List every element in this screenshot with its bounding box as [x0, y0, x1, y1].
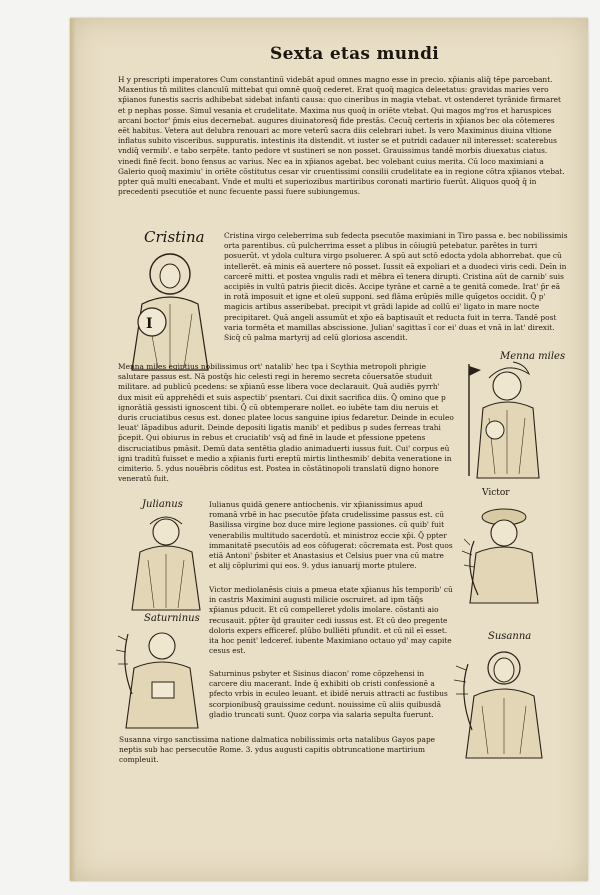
saturninus-portrait: [114, 624, 208, 732]
heading-victor-label: Victor: [482, 488, 510, 498]
victor-text: Victor mediolanēsis ciuis a pmeua etate xp̄ianus hīs temporib' cū in castris Maximini augusti milicie oscruiret. ad ipm tāq̄s xp̄ianus pducit. Et cū compelleret ydolis imolare. cōstanti aio recusauit. pp̄ter q̄d grauiter cedi iussus est. Et cū deo pregente doloris expers efficeref. plūbo bulliēti pfundit. et cū nil eī esset. ita hoc penit' ledceref. iubente Maximiano octauo yd' may capite cesus est.: [209, 585, 453, 656]
victor-portrait: [454, 505, 554, 605]
heading-saturninus: Saturninus: [144, 613, 200, 624]
heading-julianus: Julianus: [142, 499, 183, 510]
svg-text:I: I: [146, 316, 153, 332]
cristina-portrait: [112, 244, 222, 372]
heading-menna: Menna miles: [500, 351, 566, 362]
julianus-text: Iulianus quidā genere antiochenis. vir xp̄ianissimus apud romanā vrbē in hac psecutōe p̄fata crudelissime passus est. cū Basilissa virgine boz duce mire legione passiones. cū quib' fuit venerabilis multitudo sacerdotū. et ministroz eccie xp̄i. Q̄ ppter immanitatē psecutōis ad eos cōfugerat: cōcremata est. Post quos etiā Antoni' p̄sbiter et Anastasius et Celsius puer vna cū matre et alij cōplurimi qui eos. 9. ydus ianuarij morte ptulere.: [209, 500, 453, 571]
julianus-portrait: [120, 510, 210, 614]
saturninus-text: Saturninus psbyter et Sisinus diacon' rome cōpzehensi in carcere diu macerant. Inde q̄ exhibiti ob cristi confessionē a pfecto vrbis in eculeo leuant. et ibidē neruis attracti ac fustibus scorpionibusq̄ grauissime cedunt. nouissime cū aliis quibusdā gladio truncati sunt. Quoz corpa via salaria sepulta fuerunt.: [209, 669, 448, 719]
susanna-portrait: [448, 644, 552, 762]
intro-text: H y prescripti imperatores Cum constantinū videbāt apud omnes magno esse in precio. xp̄ianis aliq̄ tēpe parcebant. Maxentius tn̄ milites clanculū mittebat qui omnē quoq̄ cederet. Erat quoq̄ magica deleetatus: gravidas maries vero xp̄ianos funestis sacris adhibebat sidebat infanti causa: quo cineribus in magia vtebat. vt ostenderet tyrānide firmaret et p nephas posse. Simul vesania et crudelitate. Maxima nus quoq̄ in oriēte vtebat. Qui magos mg'ros et haruspices arcani boctor' p̄mis eius decernebat. augures diuinatoresq̄ fide prestās. Cecuq̄ certeris in xp̄ianos bec ola cōtemeres eēt habitus. Vetera aut delubra renouari ac more veterū sacra diis celebrari iubet. Is vero Maximinus diuina vltione inflatus subito visceribus. suppuratis. intestinis ita distendit. vt iuster se et putridi cadauer nil interesset: scaterebus vndiq̄ vermib'. e tabo serpēte. tanto pedore vt sustineri se non posset. Grauissimus tandē morbis diuexatus ciatus. vinedi finē fecit. bono fensus ac varius. Nec ea in xp̄ianos agebat. bec volebant cuius merita. Cū loco maximiani a Galerio quoq̄ maximiu' in oriēte cōstitutus cesar vir cruentissimi consilii crudelitate ea in regione cōtra xp̄ianos vtebat. ppter quā multi enecabant. Vnde et multi et superiozibus martiribus coronati martirio fuerūt. Aliquos quoq̄ q̄ in precedenti psecutiōe et nunc fecuente passi fuere subiungemus.: [118, 75, 565, 197]
page-header: Sexta etas mundi: [270, 44, 440, 64]
susanna-text: Susanna virgo sanctissima natione dalmatica nobilissimis orta natalibus Gayos pape neptis sub hac persecutōe Rome. 3. ydus augusti capitis obtruncatione martirium compleuit.: [119, 735, 436, 765]
heading-susanna: Susanna: [488, 631, 532, 642]
cristina-text: Cristina virgo celeberrima sub fedecta psecutōe maximiani in Tiro passa e. bec nobilissimis orta parentibus. cū pulcherrima esset a plibus in cōiugiū petebatur. parētes in turri posuerūt. vt ydola cultura virgo psoluerer. A spū aut sctō edocta ydola abhorrebat. que cū intellerēt. eā minis eā auertere nō posset. Iussit eā expoliari et a duodeci viris cedi. Deīn in carcerē mitti. et postea vngulis radi et mēbra eī tenera dirupti. Cristina aūt de carnib' suis accipiēs in vultū patris p̄iecit dicēs. Accipe tyrāne et carnē a te genitā comede. Irat' p̄r eā in rotā imposuit et igne et oleū supponi. sed flāma erūpiēs mille quīgetos occidit. Q̄ p' magicis artibus asseribebat. precipit vt grādi lapide ad collū ei' ligato in mare nocte precipitaret. Quā angeli assumūt et xp̄o eā baptisauīt et reducta fuit in terra. Tandē post varia tormēta et mamillas abscissione. Julian' sagittas ī cor ei' duas et vnā in lat' direxit. Sicq̄ cū palma martyrij ad celū gloriosa ascendit.: [224, 231, 568, 343]
menna-text: Menna miles egiptius nobilissimus ort' natalib' hec tpa i Scythia metropoli phrigie salutare passus est. Nā postq̄s hic celesti regi in heremo secreta cōuersatōe studuit militare. ad publicū pcedens: se xp̄ianū esse libera voce declarauit. Quā audiēs pyrrh' dux misit eū apprehēdi et suis aspectib' psentari. Cui dixit sacrifica diis. Q̄ omino que p ignorātiā gessisti ignoscent tibi. Q̄ cū obtemperare nollet. eo iubēte tam diu neruis et duris cruciatibus cesus est. donec platee locus sanguine ipius fedaretur. Deinde in eculeo leuat' lāpadibus adurit. Deinde depositi ligatis manib' et pedibus p sudes ferreas trahi p̄cepit. Qui obiurus in rebus et cruciatib' vsq̄ ad finē in laude et pfessione ppetens discruciatibus pmāsit. Demū data sentētia gladio animaduerti iussus fuit. Cui' corpus eū igni traditū fuisset e medio a xp̄ianis furti ereptū mirtis linthesmib' debita veneratione in cimiterio. 5. ydus nouēbris cōditus est. Postea in cōstātinopoli translatū digno honore veneratū fuit.: [118, 362, 454, 484]
heading-cristina: Cristina: [144, 228, 205, 246]
menna-portrait: [455, 360, 555, 484]
